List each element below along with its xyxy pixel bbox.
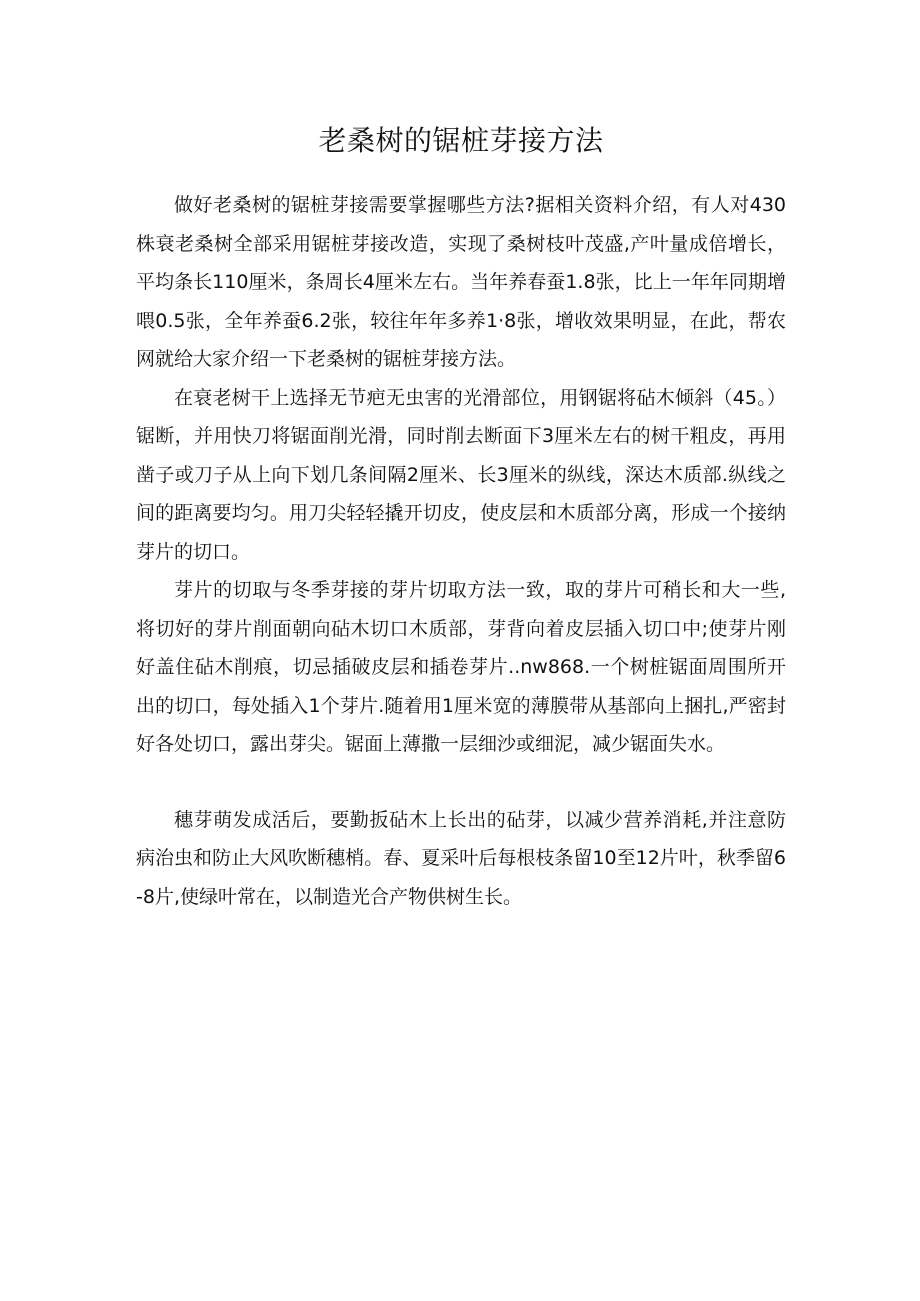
paragraph-gap: [136, 764, 786, 801]
document-page: [136, 118, 786, 916]
paragraph-4: 穗芽萌发成活后，要勤扳砧木上长出的砧芽，以减少营养消耗,并注意防病治虫和防止大风吹断穗梢。春、夏采叶后每根枝条留10至12片叶，秋季留6-8片,使绿叶常在，以制造光合产物供树生长。: [136, 808, 786, 908]
paragraph-1: 做好老桑树的锯桩芽接需要掌握哪些方法?据相关资料介绍，有人对430株衰老桑树全部采用锯桩芽接改造，实现了桑树枝叶茂盛,产叶量成倍增长，平均条长110厘米，条周长4厘米左右。当年养春蚕1.8张，比上一年年同期增喂0.5张，全年养蚕6.2张，较往年年多养1·8张，增收效果明显，在此，帮农网就给大家介绍一下老桑树的锯桩芽接方法。: [136, 194, 786, 370]
paragraph-3: 芽片的切取与冬季芽接的芽片切取方法一致，取的芽片可稍长和大一些,将切好的芽片削面朝向砧木切口木质部，芽背向着皮层插入切口中;使芽片刚好盖住砧木削痕，切忌插破皮层和插卷芽片..nw868.一个树桩锯面周围所开出的切口，每处插入1个芽片.随着用1厘米宽的薄膜带从基部向上捆扎,严密封好各处切口，露出芽尖。锯面上薄撒一层细沙或细泥，减少锯面失水。: [136, 579, 786, 755]
paragraph-2: 在衰老树干上选择无节疤无虫害的光滑部位，用钢锯将砧木倾斜（45。）锯断，并用快刀将锯面削光滑，同时削去断面下3厘米左右的树干粗皮，再用凿子或刀子从上向下划几条间隔2厘米、长3厘米的纵线，深达木质部.纵线之间的距离要均匀。用刀尖轻轻撬开切皮，使皮层和木质部分离，形成一个接纳芽片的切口。: [136, 386, 786, 563]
document-title: 老桑树的锯桩芽接方法: [318, 124, 604, 157]
